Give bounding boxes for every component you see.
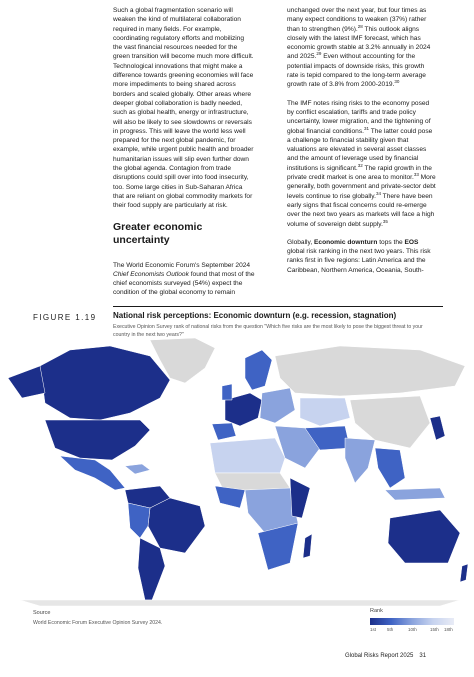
legend-color-ramp (370, 618, 454, 625)
page-footer (345, 653, 426, 659)
region-madagascar[interactable] (303, 534, 312, 558)
region-mexico[interactable] (60, 456, 125, 490)
figure-divider (113, 306, 443, 307)
left-paragraph-2 (113, 261, 255, 298)
left-paragraph-2-text-b: found that most of the chief economists surveyed (54%) expect the condition of the global economy to remain (113, 270, 255, 297)
footnote-ref[interactable]: 28 (357, 23, 363, 29)
text-run: Even without accounting for the potential impacts of downside risks, this growth rate is tepid compared to the long-term average growth rate of 3.8% from 2000-2019. (287, 53, 426, 89)
region-north-africa[interactable] (210, 438, 285, 473)
legend-tick: 10th (408, 627, 417, 632)
region-southeast-asia[interactable] (375, 448, 405, 488)
figure-title: National risk perceptions: Economic downturn (e.g. recession, stagnation) (113, 311, 397, 320)
section-heading: Greater economic uncertainty (113, 220, 203, 246)
legend-tick: 1st (370, 627, 377, 632)
region-uk[interactable] (222, 384, 232, 400)
text-run: Globally, (287, 238, 314, 246)
bold-term: EOS (404, 238, 419, 246)
region-india[interactable] (345, 438, 375, 483)
region-brazil[interactable] (148, 498, 205, 553)
left-column (113, 6, 255, 307)
region-central-asia[interactable] (300, 398, 350, 426)
region-russia[interactable] (275, 346, 465, 396)
region-usa[interactable] (45, 420, 150, 460)
region-eastern-europe[interactable] (260, 388, 295, 423)
text-run: global risk ranking in the next two years. This risk ranks first in five regions: Latin America and the Caribbean, Northern America, Oceania, South- (287, 248, 431, 274)
footnote-ref[interactable]: 35 (382, 218, 388, 224)
region-new-zealand[interactable] (460, 564, 468, 582)
figure-label: FIGURE 1.19 (33, 313, 97, 322)
region-iberia[interactable] (212, 423, 236, 440)
footnote-ref[interactable]: 34 (375, 190, 381, 196)
text-run: This outlook aligns closely with the latest IMF forecast, which has economic growth stable at 3.2% annually in 2024 and 2025. (287, 25, 431, 61)
region-caribbean[interactable] (125, 464, 150, 474)
region-east-africa[interactable] (290, 478, 310, 518)
right-paragraph-2 (287, 99, 437, 229)
text-run: The latter could pose a challenge to financial stability given that valuations are elevated in several asset classes and the amount of leverage used by financial institutions is significant. (287, 127, 433, 172)
footnote-ref[interactable]: 33 (413, 171, 419, 177)
footnote-ref[interactable]: 31 (363, 125, 369, 131)
footnote-ref[interactable]: 32 (357, 162, 363, 168)
legend-tick: 5th (387, 627, 394, 632)
text-run: The rapid growth in the private credit market is one area to monitor. (287, 164, 432, 182)
region-alaska[interactable] (8, 366, 45, 398)
region-canada[interactable] (40, 346, 170, 420)
right-paragraph-3 (287, 238, 437, 275)
text-run: tops the (377, 238, 405, 246)
text-run: The IMF notes rising risks to the economy posed by conflict escalation, tariffs and trade policy uncertainty, lower migration, and the tightening of global financial conditions. (287, 99, 431, 135)
report-name: Global Risks Report 2025 (345, 653, 414, 659)
source-heading: Source (33, 610, 51, 616)
region-peru-bolivia[interactable] (128, 503, 150, 538)
text-run: More generally, both government and private-sector debt levels continue to rise globally. (287, 174, 436, 200)
rank-legend (370, 608, 460, 635)
footnote-ref[interactable]: 30 (394, 79, 400, 85)
region-indonesia[interactable] (385, 488, 445, 500)
world-map (0, 338, 474, 608)
legend-title: Rank (370, 608, 383, 614)
left-paragraph-1: Such a global fragmentation scenario will weaken the kind of multilateral collaboration required in many fields. For example, coordinating regulatory efforts and mobilizing the vast financial resources needed for the green transition will become much more difficult. Technological innovations that might make a difference towards greening economies will face more impediments to being shared across borders and scaled globally. Other areas where deeper global collaboration is badly needed, such as global health, energy or infrastructure, will also be likely to see slowdowns or reversals in progress. This will leave the world less well prepared for the next global pandemic, for example, while urgent public health and broader humanitarian issues will slip even further down the global agenda. Contagion from trade disruptions could spill over into food insecurity, too. Some large cities in Sub-Saharan Africa that are reliant on global commodity markets for their food supply are particularly at risk. (113, 7, 254, 210)
publication-title: Chief Economists Outlook (113, 270, 189, 278)
legend-tick: 15th (430, 627, 439, 632)
region-australia[interactable] (388, 510, 460, 563)
page-number: 31 (419, 653, 427, 659)
left-paragraph-2-text-a: The World Economic Forum's September 2024 (113, 261, 251, 269)
region-antarctica (20, 600, 460, 606)
figure-subtitle: Executive Opinion Survey rank of national risks from the question "Which five risks are the most likely to pose the biggest threat to your country in the next two years?" (113, 324, 423, 338)
region-west-africa[interactable] (215, 486, 245, 508)
bold-term: Economic downturn (314, 238, 378, 246)
legend-tick: 18th (444, 627, 453, 632)
text-run: There have been early signs that fiscal concerns could re-emerge over the next two years as markets will face a high volume of sovereign debt supply. (287, 192, 435, 228)
footnote-ref[interactable]: 29 (316, 51, 322, 57)
region-scandinavia[interactable] (245, 350, 272, 390)
text-run: unchanged over the next year, but four times as many expect conditions to weaken (37%) rather than to strengthen (9%). (287, 7, 427, 33)
legend-ticks (370, 627, 460, 635)
right-column (287, 6, 437, 284)
right-paragraph-1 (287, 6, 437, 90)
region-japan-korea[interactable] (430, 416, 445, 440)
source-text: World Economic Forum Executive Opinion Survey 2024. (33, 620, 163, 626)
